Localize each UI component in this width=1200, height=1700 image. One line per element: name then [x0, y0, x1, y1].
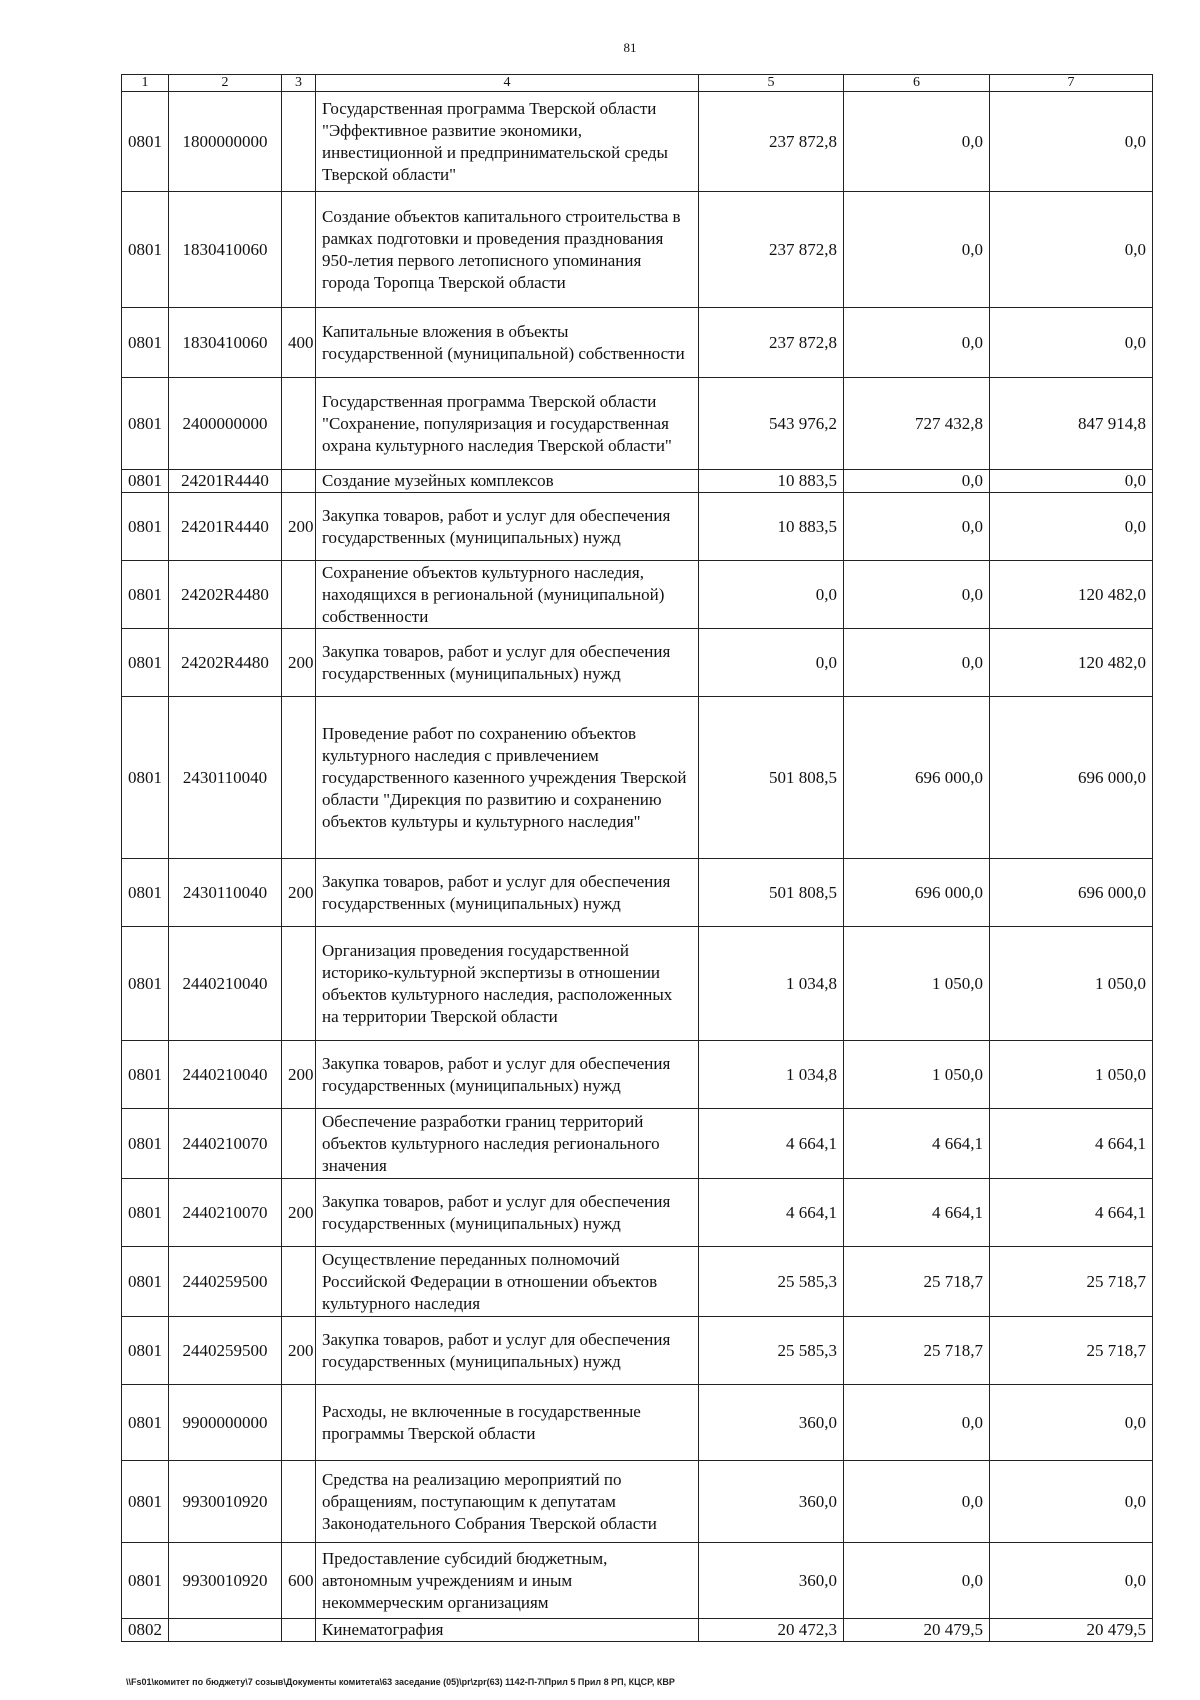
- table-row: [122, 561, 1153, 629]
- amount-year2-cell: 4 664,1: [844, 1109, 990, 1179]
- table-row: [122, 1543, 1153, 1619]
- table-row: [122, 470, 1153, 493]
- amount-year3-cell: 20 479,5: [990, 1619, 1153, 1642]
- expense-type-cell: 600: [282, 1543, 316, 1619]
- budget-table: [121, 74, 1153, 1642]
- name-cell: Обеспечение разработки границ территорий объектов культурного наследия регионального значения: [316, 1109, 699, 1179]
- expense-type-cell: 200: [282, 629, 316, 697]
- amount-year1-cell: 237 872,8: [699, 92, 844, 192]
- amount-year1-cell: 1 034,8: [699, 927, 844, 1041]
- code-cell: 9900000000: [169, 1385, 282, 1461]
- table-row: [122, 1385, 1153, 1461]
- expense-type-cell: [282, 1385, 316, 1461]
- section-cell: 0801: [122, 1179, 169, 1247]
- section-cell: 0801: [122, 1041, 169, 1109]
- code-cell: 2440210040: [169, 927, 282, 1041]
- amount-year1-cell: 4 664,1: [699, 1179, 844, 1247]
- expense-type-cell: 200: [282, 1179, 316, 1247]
- header-col-4: 4: [316, 75, 699, 92]
- code-cell: 1800000000: [169, 92, 282, 192]
- expense-type-cell: [282, 1247, 316, 1317]
- section-cell: 0801: [122, 561, 169, 629]
- code-cell: 2440210040: [169, 1041, 282, 1109]
- section-cell: 0801: [122, 629, 169, 697]
- amount-year3-cell: 0,0: [990, 493, 1153, 561]
- amount-year3-cell: 0,0: [990, 1385, 1153, 1461]
- amount-year1-cell: 1 034,8: [699, 1041, 844, 1109]
- amount-year3-cell: 1 050,0: [990, 1041, 1153, 1109]
- name-cell: Создание музейных комплексов: [316, 470, 699, 493]
- table-row: [122, 308, 1153, 378]
- expense-type-cell: [282, 561, 316, 629]
- code-cell: 2430110040: [169, 859, 282, 927]
- amount-year2-cell: 0,0: [844, 1543, 990, 1619]
- table-row: [122, 859, 1153, 927]
- amount-year1-cell: 25 585,3: [699, 1317, 844, 1385]
- amount-year2-cell: 25 718,7: [844, 1247, 990, 1317]
- amount-year1-cell: 501 808,5: [699, 859, 844, 927]
- table-row: [122, 927, 1153, 1041]
- table-row: [122, 1619, 1153, 1642]
- table-row: [122, 1247, 1153, 1317]
- amount-year3-cell: 0,0: [990, 308, 1153, 378]
- table-row: [122, 1109, 1153, 1179]
- page-number: 81: [623, 40, 637, 55]
- code-cell: 24201R4440: [169, 470, 282, 493]
- name-cell: Закупка товаров, работ и услуг для обеспечения государственных (муниципальных) нужд: [316, 859, 699, 927]
- expense-type-cell: 200: [282, 859, 316, 927]
- amount-year2-cell: 0,0: [844, 308, 990, 378]
- code-cell: 24202R4480: [169, 629, 282, 697]
- amount-year3-cell: 4 664,1: [990, 1179, 1153, 1247]
- expense-type-cell: [282, 378, 316, 470]
- table-row: [122, 1179, 1153, 1247]
- header-col-1: 1: [122, 75, 169, 92]
- section-cell: 0801: [122, 308, 169, 378]
- amount-year1-cell: 360,0: [699, 1385, 844, 1461]
- expense-type-cell: [282, 697, 316, 859]
- section-cell: 0801: [122, 192, 169, 308]
- amount-year2-cell: 25 718,7: [844, 1317, 990, 1385]
- section-cell: 0801: [122, 697, 169, 859]
- name-cell: Государственная программа Тверской области "Эффективное развитие экономики, инвестиционной и предпринимательской среды Тверской области": [316, 92, 699, 192]
- expense-type-cell: 400: [282, 308, 316, 378]
- name-cell: Кинематография: [316, 1619, 699, 1642]
- section-cell: 0801: [122, 859, 169, 927]
- header-col-5: 5: [699, 75, 844, 92]
- section-cell: 0801: [122, 470, 169, 493]
- expense-type-cell: [282, 192, 316, 308]
- amount-year1-cell: 0,0: [699, 629, 844, 697]
- code-cell: 2440210070: [169, 1179, 282, 1247]
- amount-year2-cell: 0,0: [844, 192, 990, 308]
- code-cell: 9930010920: [169, 1543, 282, 1619]
- section-cell: 0801: [122, 1385, 169, 1461]
- amount-year2-cell: 0,0: [844, 470, 990, 493]
- amount-year1-cell: 543 976,2: [699, 378, 844, 470]
- amount-year2-cell: 20 479,5: [844, 1619, 990, 1642]
- table-row: [122, 192, 1153, 308]
- section-cell: 0801: [122, 1461, 169, 1543]
- amount-year3-cell: 120 482,0: [990, 629, 1153, 697]
- name-cell: Предоставление субсидий бюджетным, автономным учреждениям и иным некоммерческим организациям: [316, 1543, 699, 1619]
- header-col-3: 3: [282, 75, 316, 92]
- code-cell: 9930010920: [169, 1461, 282, 1543]
- expense-type-cell: [282, 470, 316, 493]
- amount-year2-cell: 0,0: [844, 1385, 990, 1461]
- name-cell: Сохранение объектов культурного наследия, находящихся в региональной (муниципальной) собственности: [316, 561, 699, 629]
- amount-year1-cell: 20 472,3: [699, 1619, 844, 1642]
- name-cell: Закупка товаров, работ и услуг для обеспечения государственных (муниципальных) нужд: [316, 1179, 699, 1247]
- name-cell: Средства на реализацию мероприятий по обращениям, поступающим к депутатам Законодательного Собрания Тверской области: [316, 1461, 699, 1543]
- amount-year2-cell: 0,0: [844, 1461, 990, 1543]
- header-row: [122, 75, 1153, 92]
- name-cell: Организация проведения государственной историко-культурной экспертизы в отношении объектов культурного наследия, расположенных на территории Тверской области: [316, 927, 699, 1041]
- table-row: [122, 1461, 1153, 1543]
- table-row: [122, 1317, 1153, 1385]
- name-cell: Закупка товаров, работ и услуг для обеспечения государственных (муниципальных) нужд: [316, 629, 699, 697]
- table-row: [122, 92, 1153, 192]
- amount-year3-cell: 0,0: [990, 470, 1153, 493]
- amount-year2-cell: 727 432,8: [844, 378, 990, 470]
- table-row: [122, 493, 1153, 561]
- amount-year1-cell: 360,0: [699, 1461, 844, 1543]
- section-cell: 0801: [122, 1247, 169, 1317]
- expense-type-cell: [282, 92, 316, 192]
- expense-type-cell: [282, 1109, 316, 1179]
- amount-year3-cell: 0,0: [990, 92, 1153, 192]
- section-cell: 0801: [122, 92, 169, 192]
- expense-type-cell: 200: [282, 1317, 316, 1385]
- amount-year1-cell: 10 883,5: [699, 493, 844, 561]
- expense-type-cell: [282, 1461, 316, 1543]
- header-col-7: 7: [990, 75, 1153, 92]
- name-cell: Закупка товаров, работ и услуг для обеспечения государственных (муниципальных) нужд: [316, 493, 699, 561]
- amount-year2-cell: 0,0: [844, 629, 990, 697]
- code-cell: 1830410060: [169, 308, 282, 378]
- amount-year3-cell: 0,0: [990, 1543, 1153, 1619]
- code-cell: 2430110040: [169, 697, 282, 859]
- expense-type-cell: 200: [282, 1041, 316, 1109]
- table-row: [122, 378, 1153, 470]
- amount-year3-cell: 696 000,0: [990, 859, 1153, 927]
- name-cell: Закупка товаров, работ и услуг для обеспечения государственных (муниципальных) нужд: [316, 1041, 699, 1109]
- code-cell: 2440259500: [169, 1247, 282, 1317]
- section-cell: 0801: [122, 927, 169, 1041]
- amount-year1-cell: 237 872,8: [699, 192, 844, 308]
- section-cell: 0801: [122, 1109, 169, 1179]
- name-cell: Создание объектов капитального строительства в рамках подготовки и проведения празднования 950-летия первого летописного упоминания города Торопца Тверской области: [316, 192, 699, 308]
- code-cell: 2440210070: [169, 1109, 282, 1179]
- table-row: [122, 629, 1153, 697]
- amount-year1-cell: 0,0: [699, 561, 844, 629]
- amount-year1-cell: 501 808,5: [699, 697, 844, 859]
- amount-year3-cell: 25 718,7: [990, 1317, 1153, 1385]
- header-col-2: 2: [169, 75, 282, 92]
- header-col-6: 6: [844, 75, 990, 92]
- name-cell: Закупка товаров, работ и услуг для обеспечения государственных (муниципальных) нужд: [316, 1317, 699, 1385]
- footer-file-path: \\Fs01\комитет по бюджету\7 созыв\Документы комитета\63 заседание (05)\pr\zpr(63) 1142-П-7\Прил 5 Прил 8 РП, КЦСР, КВР: [126, 1677, 675, 1687]
- section-cell: 0801: [122, 1543, 169, 1619]
- amount-year3-cell: 120 482,0: [990, 561, 1153, 629]
- section-cell: 0801: [122, 1317, 169, 1385]
- section-cell: 0802: [122, 1619, 169, 1642]
- amount-year3-cell: 847 914,8: [990, 378, 1153, 470]
- amount-year3-cell: 696 000,0: [990, 697, 1153, 859]
- amount-year2-cell: 0,0: [844, 493, 990, 561]
- amount-year2-cell: 1 050,0: [844, 1041, 990, 1109]
- amount-year1-cell: 10 883,5: [699, 470, 844, 493]
- code-cell: 24201R4440: [169, 493, 282, 561]
- amount-year1-cell: 25 585,3: [699, 1247, 844, 1317]
- amount-year2-cell: 1 050,0: [844, 927, 990, 1041]
- amount-year3-cell: 1 050,0: [990, 927, 1153, 1041]
- amount-year2-cell: 0,0: [844, 561, 990, 629]
- code-cell: [169, 1619, 282, 1642]
- code-cell: 1830410060: [169, 192, 282, 308]
- amount-year3-cell: 4 664,1: [990, 1109, 1153, 1179]
- name-cell: Государственная программа Тверской области "Сохранение, популяризация и государственная охрана культурного наследия Тверской области": [316, 378, 699, 470]
- amount-year3-cell: 25 718,7: [990, 1247, 1153, 1317]
- code-cell: 2440259500: [169, 1317, 282, 1385]
- amount-year2-cell: 0,0: [844, 92, 990, 192]
- expense-type-cell: [282, 1619, 316, 1642]
- code-cell: 24202R4480: [169, 561, 282, 629]
- name-cell: Расходы, не включенные в государственные программы Тверской области: [316, 1385, 699, 1461]
- amount-year3-cell: 0,0: [990, 1461, 1153, 1543]
- amount-year1-cell: 237 872,8: [699, 308, 844, 378]
- amount-year2-cell: 696 000,0: [844, 859, 990, 927]
- expense-type-cell: 200: [282, 493, 316, 561]
- expense-type-cell: [282, 927, 316, 1041]
- amount-year2-cell: 4 664,1: [844, 1179, 990, 1247]
- table-row: [122, 1041, 1153, 1109]
- table-row: [122, 697, 1153, 859]
- amount-year3-cell: 0,0: [990, 192, 1153, 308]
- amount-year1-cell: 4 664,1: [699, 1109, 844, 1179]
- code-cell: 2400000000: [169, 378, 282, 470]
- amount-year1-cell: 360,0: [699, 1543, 844, 1619]
- amount-year2-cell: 696 000,0: [844, 697, 990, 859]
- name-cell: Осуществление переданных полномочий Российской Федерации в отношении объектов культурного наследия: [316, 1247, 699, 1317]
- section-cell: 0801: [122, 493, 169, 561]
- name-cell: Капитальные вложения в объекты государственной (муниципальной) собственности: [316, 308, 699, 378]
- section-cell: 0801: [122, 378, 169, 470]
- name-cell: Проведение работ по сохранению объектов культурного наследия с привлечением государственного казенного учреждения Тверской области "Дирекция по развитию и сохранению объектов культуры и культурного наследия": [316, 697, 699, 859]
